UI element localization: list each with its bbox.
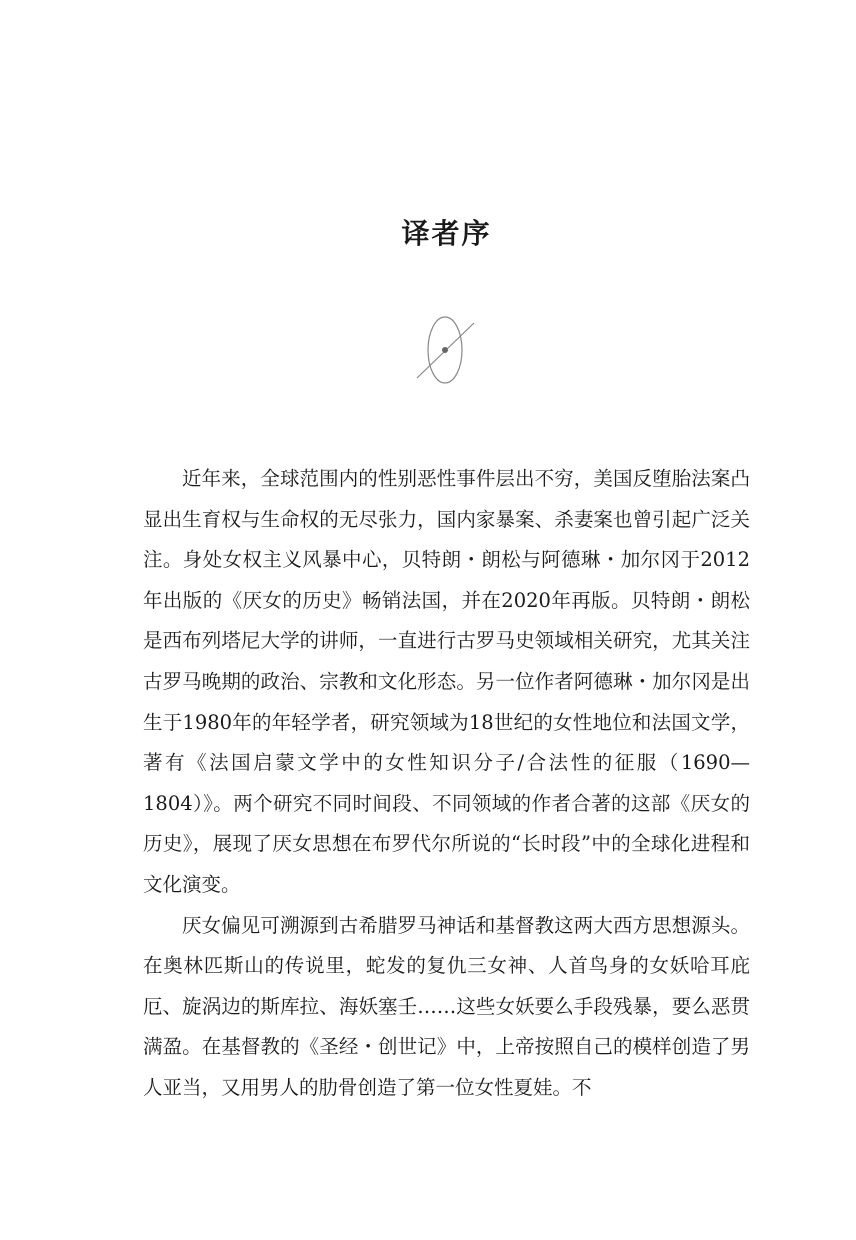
paragraph: 近年来，全球范围内的性别恶性事件层出不穷，美国反堕胎法案凸显出生育权与生命权的无尽张力，国内家暴案、杀妻案也曾引起广泛关注。身处女权主义风暴中心，贝特朗・朗松与阿德琳・加尔冈于2012年出版的《厌女的历史》畅销法国，并在2020年再版。贝特朗・朗松是西布列塔尼大学的讲师，一直进行古罗马史领域相关研究，尤其关注古罗马晚期的政治、宗教和文化形态。另一位作者阿德琳・加尔冈是出生于1980年的年轻学者，研究领域为18世纪的女性地位和法国文学，著有《法国启蒙文学中的女性知识分子/合法性的征服（1690—1804）》。两个研究不同时间段、不同领域的作者合著的这部《厌女的历史》，展现了厌女思想在布罗代尔所说的“长时段”中的全球化进程和文化演变。 bbox=[143, 467, 750, 896]
ellipse-dot-ornament-icon bbox=[414, 315, 478, 385]
preface-body bbox=[143, 459, 750, 1109]
chapter-title: 译者序 bbox=[401, 217, 492, 250]
paragraph: 厌女偏见可溯源到古希腊罗马神话和基督教这两大西方思想源头。在奥林匹斯山的传说里，蛇发的复仇三女神、人首鸟身的女妖哈耳庇厄、旋涡边的斯库拉、海妖塞壬……这些女妖要么手段残暴，要么恶贯满盈。在基督教的《圣经・创世记》中，上帝按照自己的模样创造了男人亚当，又用男人的肋骨创造了第一位女性夏娃。不 bbox=[143, 913, 750, 1099]
